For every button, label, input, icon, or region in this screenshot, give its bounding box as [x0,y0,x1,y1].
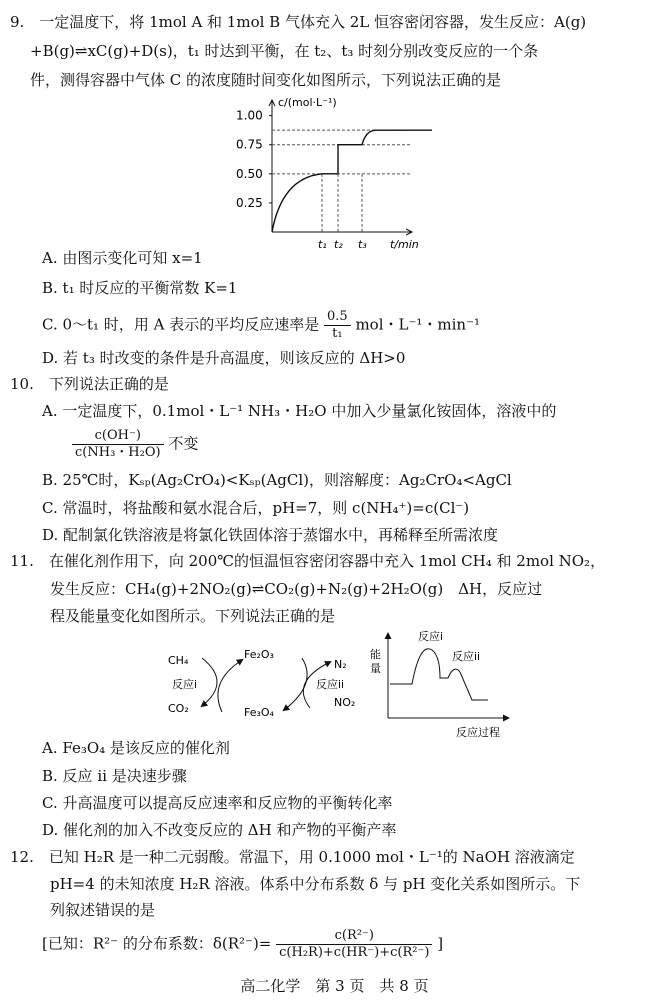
q10-option-c: C. 常温时，将盐酸和氨水混合后，pH=7，则 c(NH₄⁺)=c(Cl⁻) [42,499,470,517]
q10-option-a-tail: 不变 [168,434,199,453]
chart-series-line [272,130,432,232]
chart-xtick-label: t₂ [334,238,343,251]
q12-line3: 列叙述错误的是 [50,901,156,919]
energy-peak1-label: 反应i [418,630,444,643]
chart-ytick-label: 0.50 [236,166,263,181]
q9-option-c [42,309,480,342]
arrow-to-fe3o4 [284,658,307,710]
q11-option-c: C. 升高温度可以提高反应速率和反应物的平衡转化率 [42,794,393,812]
q12-formula-denominator: c(H₂R)+c(HR⁻)+c(R²⁻) [279,945,430,960]
q10-option-a-line1: A. 一定温度下，0.1mol・L⁻¹ NH₃・H₂O 中加入少量氯化铵固体，溶液中的 [42,402,557,420]
q12-formula-numerator: c(R²⁻) [276,928,432,945]
q12-formula [42,928,443,961]
q11-option-a: A. Fe₃O₄ 是该反应的催化剂 [42,739,230,757]
q9-option-c-numerator: 0.5 [324,309,351,326]
co2-label: CO₂ [168,702,189,715]
energy-peak2-label: 反应ii [452,650,481,663]
energy-xlabel: 反应过程 [456,726,500,739]
q10-option-b: B. 25℃时，Kₛₚ(Ag₂CrO₄)<Kₛₚ(AgCl)，则溶解度：Ag₂CrO₄<AgCl [42,471,512,489]
q9-option-c-fraction [324,309,351,342]
fe3o4-label: Fe₃O₄ [244,706,274,719]
q9-option-a: A. 由图示变化可知 x=1 [42,249,203,267]
q11-line1: 11. 在催化剂作用下，向 200℃的恒温恒容密闭容器中充入 1mol CH₄ 和 2mol NO₂， [10,552,606,570]
page-footer: 高二化学 第 3 页 共 8 页 [240,977,429,995]
q10-stem: 10. 下列说法正确的是 [10,375,169,393]
chart-ytick-label: 0.75 [236,137,263,152]
q10-option-a-fraction [72,428,164,461]
q11-option-b: B. 反应 ⅱ 是决速步骤 [42,767,187,785]
catalytic-cycle-diagram [160,640,375,730]
q9-option-b: B. t₁ 时反应的平衡常数 K=1 [42,279,238,297]
chart-xtick-label: t₁ [318,238,327,251]
energy-profile-chart [368,628,518,740]
q9-option-c-text: C. 0～t₁ 时，用 A 表示的平均反应速率是 [42,315,320,334]
q12-formula-prefix: [已知：R²⁻ 的分布系数：δ(R²⁻)= [42,934,272,953]
arrow-to-fe2o3 [218,660,242,712]
energy-ylabel-bottom: 量 [370,662,381,675]
chart-ytick-label: 1.00 [236,108,263,123]
fe2o3-label: Fe₂O₃ [244,648,274,661]
ch4-label: CH₄ [168,654,189,667]
chart-xtick-label: t₃ [358,238,367,251]
q10-option-d: D. 配制氯化铁溶液是将氯化铁固体溶于蒸馏水中，再稀释至所需浓度 [42,526,499,544]
q12-formula-suffix: ] [437,934,444,953]
q10-option-a-numerator: c(OH⁻) [72,428,164,445]
q12-line1: 12. 已知 H₂R 是一种二元弱酸。常温下，用 0.1000 mol・L⁻¹的 NaOH 溶液滴定 [10,848,575,866]
n2-label: N₂ [334,658,347,671]
no2-label: NO₂ [334,696,356,709]
chart-xlabel: t/min [390,238,419,251]
q9-option-c-unit: mol・L⁻¹・min⁻¹ [355,315,481,334]
energy-ylabel-top: 能 [370,648,381,661]
q12-line2: pH=4 的未知浓度 H₂R 溶液。体系中分布系数 δ 与 pH 变化关系如图所示。下 [50,875,581,893]
chart-ylabel: c/(mol·L⁻¹) [278,96,337,109]
q9-option-c-denominator: t₁ [332,326,343,341]
q9-line3: 件，测得容器中气体 C 的浓度随时间变化如图所示，下列说法正确的是 [30,71,502,89]
q11-line3: 程及能量变化如图所示。下列说法正确的是 [50,607,336,625]
q9-option-d: D. 若 t₃ 时改变的条件是升高温度，则该反应的 ΔH>0 [42,349,406,367]
q12-formula-fraction [276,928,432,961]
q11-option-d: D. 催化剂的加入不改变反应的 ΔH 和产物的平衡产率 [42,821,397,839]
q9-line1: 9. 一定温度下，将 1mol A 和 1mol B 气体充入 2L 恒容密闭容器，发生反应：A(g) [10,13,587,31]
chart-ytick-label: 0.25 [236,195,263,210]
q11-line2: 发生反应：CH₄(g)+2NO₂(g)⇌CO₂(g)+N₂(g)+2H₂O(g) ΔH，反应过 [50,580,543,598]
arrow-ch4-co2 [202,658,217,706]
reaction-i-label: 反应i [172,678,198,691]
q9-line2: +B(g)⇌xC(g)+D(s)，t₁ 时达到平衡，在 t₂、t₃ 时刻分别改变反应的一个条 [30,42,539,60]
reaction-ii-label: 反应ii [316,678,345,691]
concentration-time-chart [232,92,452,252]
q10-option-a-denominator: c(NH₃・H₂O) [75,445,161,460]
q10-option-a-fraction-line [72,428,198,461]
